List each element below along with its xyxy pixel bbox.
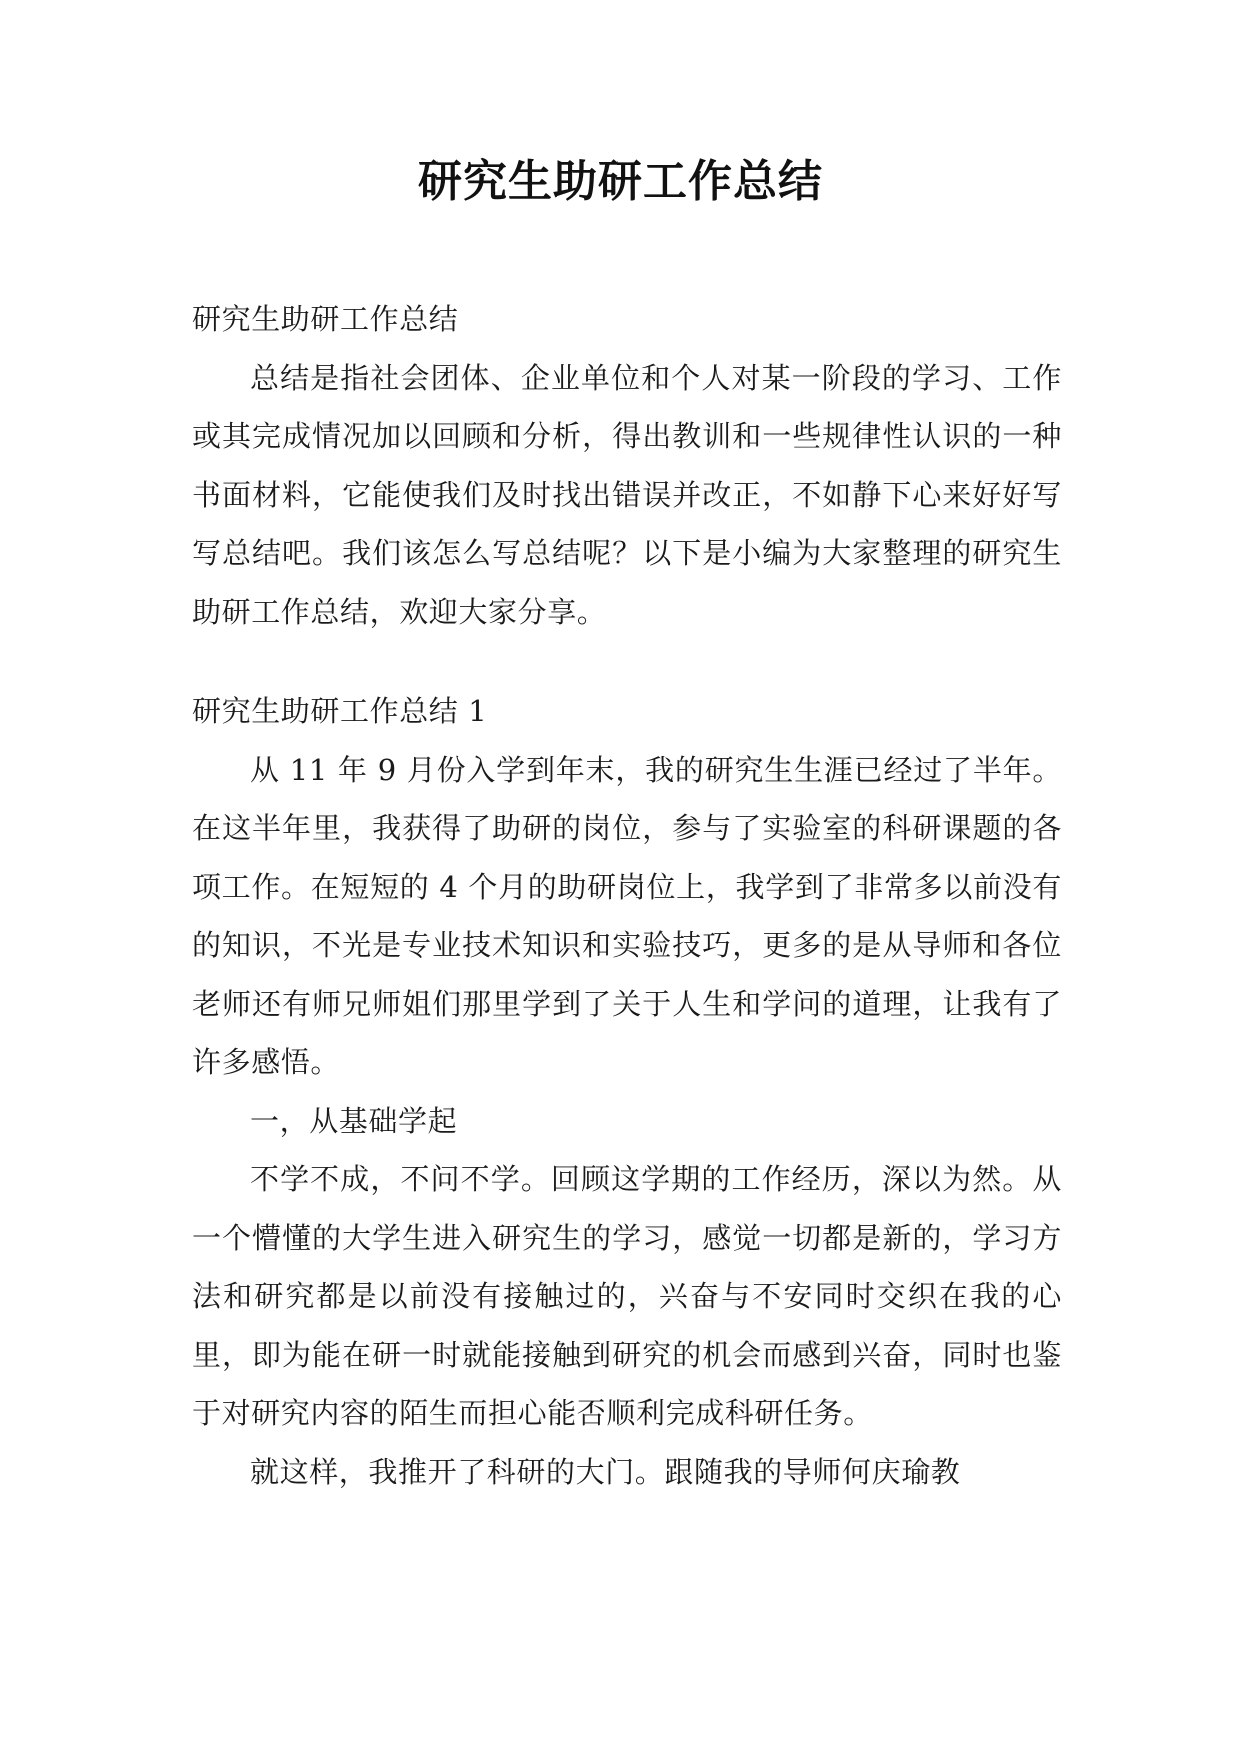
document-body <box>192 290 1062 1501</box>
section-heading-intro: 研究生助研工作总结 <box>192 302 459 336</box>
paragraph-research-door: 就这样，我推开了科研的大门。跟随我的导师何庆瑜教 <box>250 1454 961 1489</box>
paragraph-summary-1-opening: 从 11 年 9 月份入学到年末，我的研究生生涯已经过了半年。在这半年里，我获得了助研的岗位，参与了实验室的科研课题的各项工作。在短短的 4 个月的助研岗位上，我学到了非常多以前没有的知识，不光是专业技术知识和实验技巧，更多的是从导师和各位老师还有师兄师姐们那里学到了关于人生和学问的道理，让我有了许多感悟。 <box>192 752 1062 1079</box>
subheading-learn-from-basics: 一，从基础学起 <box>250 1103 458 1138</box>
section-heading-summary-1: 研究生助研工作总结 1 <box>192 694 488 728</box>
paragraph-intro: 总结是指社会团体、企业单位和个人对某一阶段的学习、工作或其完成情况加以回顾和分析，得出教训和一些规律性认识的一种书面材料，它能使我们及时找出错误并改正，不如静下心来好好写写总结吧。我们该怎么写总结呢？以下是小编为大家整理的研究生助研工作总结，欢迎大家分享。 <box>192 360 1062 629</box>
document-title: 研究生助研工作总结 <box>418 156 823 207</box>
paragraph-learn-from-basics: 不学不成，不问不学。回顾这学期的工作经历，深以为然。从一个懵懂的大学生进入研究生的学习，感觉一切都是新的，学习方法和研究都是以前没有接触过的，兴奋与不安同时交织在我的心里，即为能在研一时就能接触到研究的机会而感到兴奋，同时也鉴于对研究内容的陌生而担心能否顺利完成科研任务。 <box>192 1162 1062 1430</box>
